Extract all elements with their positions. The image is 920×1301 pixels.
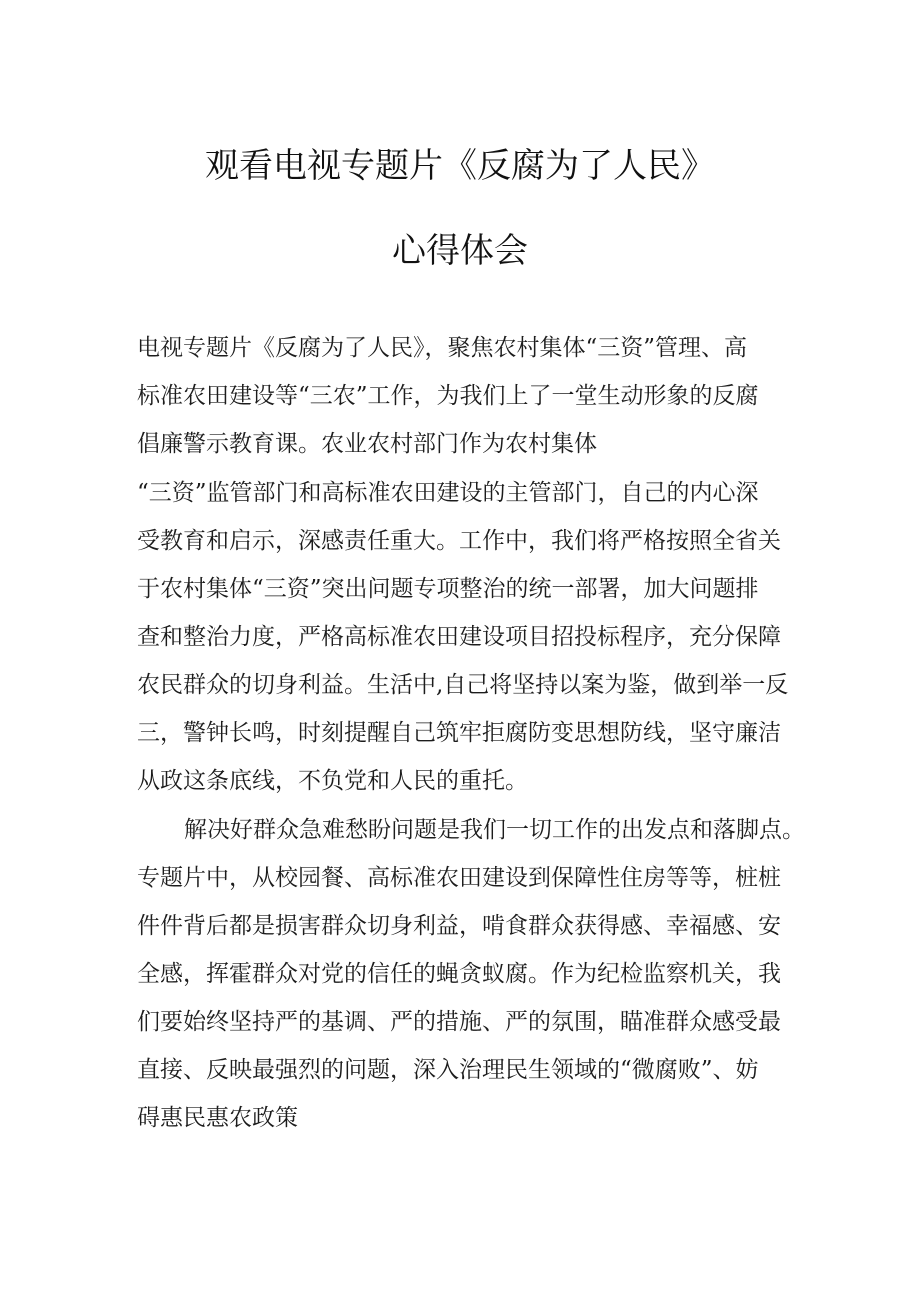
paragraph-line: 专题片中，从校园餐、高标准农田建设到保障性住房等等，桩桩 xyxy=(137,865,781,891)
paragraph-line: 于农村集体“三资”突出问题专项整治的统一部署，加大问题排 xyxy=(137,576,759,602)
paragraph-line: 直接、反映最强烈的问题，深入治理民生领域的“微腐败”、妨 xyxy=(137,1057,759,1083)
paragraph-line: 三，警钟长鸣，时刻提醒自己筑牢拒腐防变思想防线，坚守廉洁 xyxy=(137,720,781,746)
paragraph-line: “三资”监管部门和高标准农田建设的主管部门，自己的内心深 xyxy=(137,480,759,506)
document-title-line-2: 心得体会 xyxy=(392,231,528,271)
paragraph-line: 倡廉警示教育课。农业农村部门作为农村集体 xyxy=(137,431,597,457)
paragraph-line: 查和整治力度，严格高标准农田建设项目招投标程序，充分保障 xyxy=(137,624,781,650)
paragraph-line: 件件背后都是损害群众切身利益，啃食群众获得感、幸福感、安 xyxy=(137,913,781,939)
paragraph-line: 碍惠民惠农政策 xyxy=(137,1105,298,1131)
paragraph-line: 全感，挥霍群众对党的信任的蝇贪蚁腐。作为纪检监察机关，我 xyxy=(137,961,781,987)
paragraph-line: 电视专题片《反腐为了人民》，聚焦农村集体“三资”管理、高 xyxy=(137,335,748,361)
paragraph-line: 农民群众的切身利益。生活中,自己将坚持以案为鉴，做到举一反 xyxy=(137,672,789,698)
document-title-line-1: 观看电视专题片《反腐为了人民》 xyxy=(205,146,715,186)
paragraph-line: 从政这条底线，不负党和人民的重托。 xyxy=(137,768,528,794)
paragraph-line: 们要始终坚持严的基调、严的措施、严的氛围，瞄准群众感受最 xyxy=(137,1009,781,1035)
paragraph-line: 受教育和启示，深感责任重大。工作中，我们将严格按照全省关 xyxy=(137,528,781,554)
paragraph-line-indented: 解决好群众急难愁盼问题是我们一切工作的出发点和落脚点。 xyxy=(184,817,805,843)
paragraph-line: 标准农田建设等“三农”工作，为我们上了一堂生动形象的反腐 xyxy=(137,383,759,409)
